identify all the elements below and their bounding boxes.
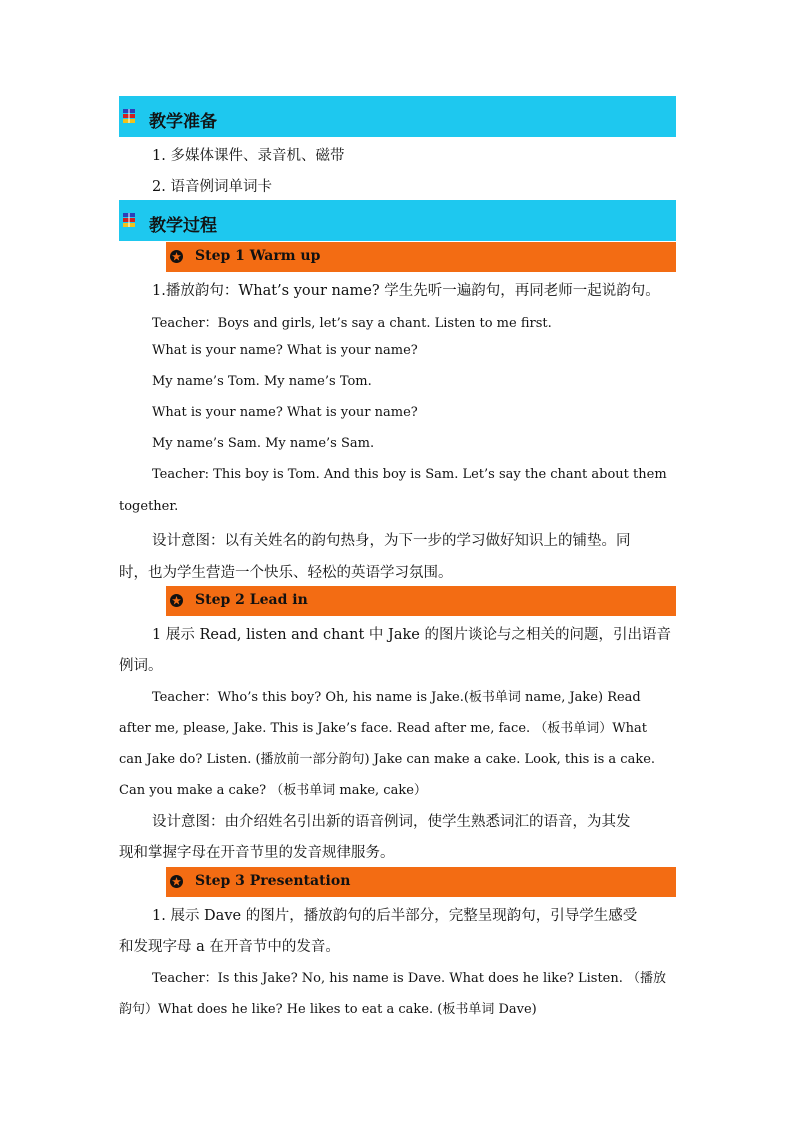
section-header-process: [119, 200, 676, 241]
prep-item-2: 2. 语音例词单词卡: [152, 179, 272, 195]
step1-design: 设计意图：以有关姓名的韵句热身，为下一步的学习做好知识上的铺垫。同: [152, 533, 631, 549]
star-circle-icon: [170, 875, 183, 888]
step1-line: What is your name? What is your name?: [152, 405, 418, 420]
step3-line: 1. 展示 Dave 的图片，播放韵句的后半部分，完整呈现韵句，引导学生感受: [152, 908, 638, 924]
book-stack-icon: [123, 213, 135, 227]
step2-line: 例词。: [119, 658, 163, 674]
step1-line: Teacher：Boys and girls, let’s say a chant. Listen to me first.: [152, 316, 552, 331]
step2-design: 设计意图：由介绍姓名引出新的语音例词，使学生熟悉词汇的语音，为其发: [152, 814, 631, 830]
step1-line: together.: [119, 499, 179, 514]
step3-line: 和发现字母 a 在开音节中的发音。: [119, 939, 340, 955]
star-circle-icon: [170, 594, 183, 607]
step2-line: Can you make a cake? （板书单词 make, cake）: [119, 783, 427, 798]
step1-line: My name’s Tom. My name’s Tom.: [152, 374, 372, 389]
section-title-prep: 教学准备: [149, 112, 217, 132]
step-title-2: Step 2 Lead in: [195, 592, 308, 608]
book-stack-icon: [123, 109, 135, 123]
step2-line: after me, please, Jake. This is Jake’s face. Read after me, face. （板书单词）What: [119, 721, 648, 736]
step2-line: can Jake do? Listen. (播放前一部分韵句) Jake can make a cake. Look, this is a cake.: [119, 752, 656, 767]
step1-line: 1.播放韵句：What’s your name? 学生先听一遍韵句，再同老师一起说韵句。: [152, 283, 660, 299]
section-header-prep: [119, 96, 676, 137]
step1-line: Teacher: This boy is Tom. And this boy is Sam. Let’s say the chant about them: [152, 467, 667, 482]
step2-design: 现和掌握字母在开音节里的发音规律服务。: [119, 845, 395, 861]
step1-line: What is your name? What is your name?: [152, 343, 418, 358]
step2-line: 1 展示 Read, listen and chant 中 Jake 的图片谈论与之相关的问题，引出语音: [152, 627, 671, 643]
step-header-2: [166, 586, 676, 616]
step3-line: Teacher：Is this Jake? No, his name is Dave. What does he like? Listen. （播放: [152, 971, 667, 986]
step-header-3: [166, 867, 676, 897]
step1-line: My name’s Sam. My name’s Sam.: [152, 436, 375, 451]
step-title-3: Step 3 Presentation: [195, 873, 351, 889]
step-header-1: [166, 242, 676, 272]
section-title-process: 教学过程: [149, 216, 217, 236]
step1-design: 时，也为学生营造一个快乐、轻松的英语学习氛围。: [119, 565, 453, 581]
step3-line: 韵句）What does he like? He likes to eat a cake. (板书单词 Dave): [119, 1002, 537, 1017]
step-title-1: Step 1 Warm up: [195, 248, 321, 264]
step2-line: Teacher：Who’s this boy? Oh, his name is Jake.(板书单词 name, Jake) Read: [152, 690, 641, 705]
star-circle-icon: [170, 250, 183, 263]
prep-item-1: 1. 多媒体课件、录音机、磁带: [152, 148, 345, 164]
